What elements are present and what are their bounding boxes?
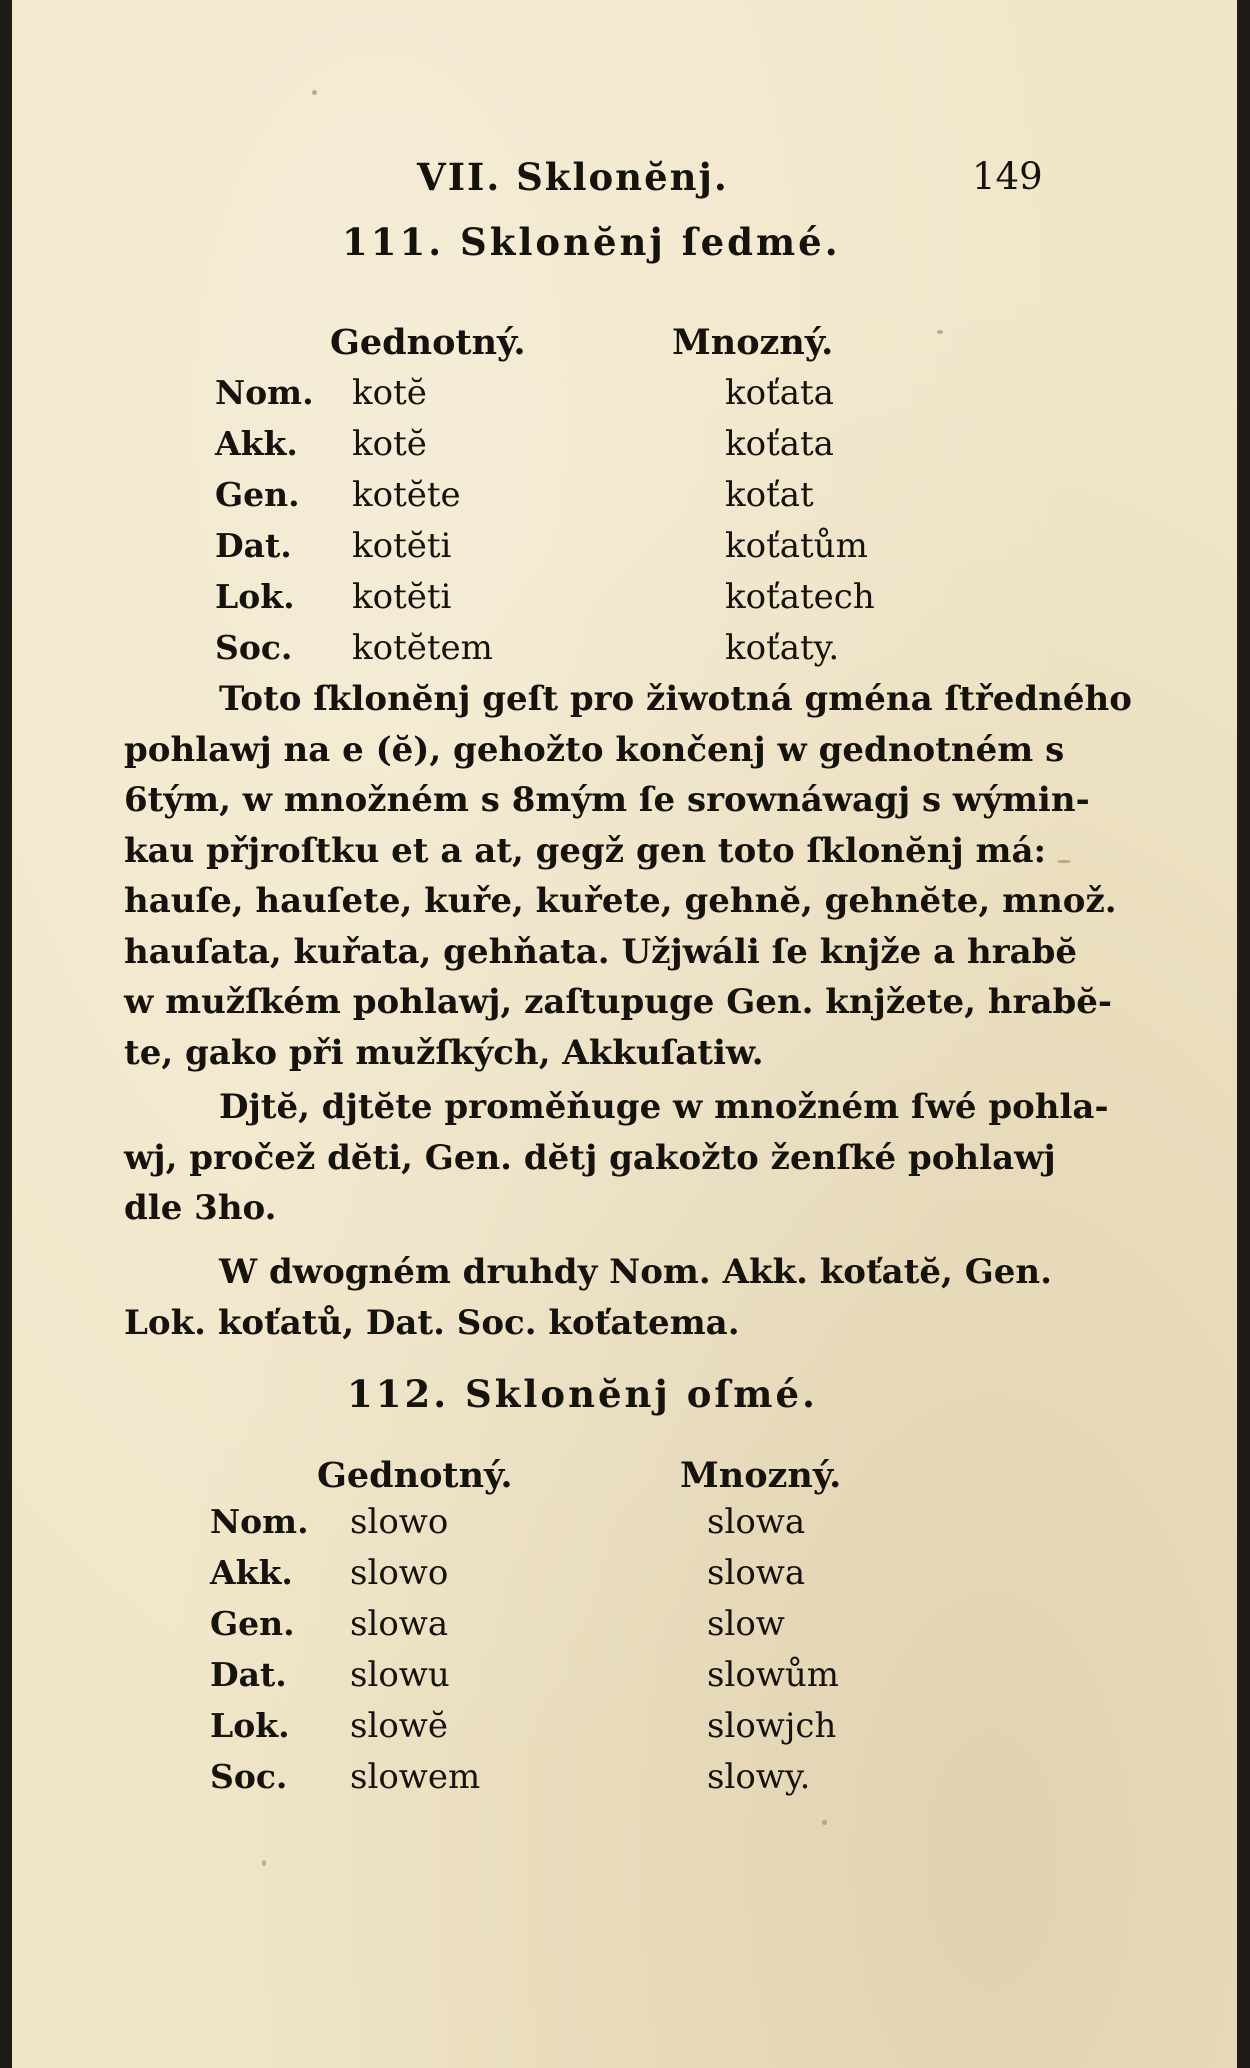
case-label: Soc. [215,628,293,667]
paper-speck [937,330,943,334]
running-title: VII. Sklonĕnj. [417,155,729,199]
paper-speck [312,90,317,95]
text-line: W dwogném druhdy Nom. Akk. koťatĕ, Gen. [219,1252,1052,1292]
case-label: Lok. [215,577,295,616]
singular-form: kotĕti [352,526,452,566]
plural-form: slowa [707,1502,806,1542]
case-label: Nom. [210,1502,309,1541]
singular-form: kotĕti [352,577,452,617]
text-line: Lok. koťatů, Dat. Soc. koťatema. [124,1302,740,1343]
plural-form: koťatům [725,526,868,566]
text-line: te, gako při mužſkých, Akkuſatiw. [124,1032,764,1073]
singular-form: kotĕtem [352,628,493,668]
section-111-title: 111. Sklonĕnj ſedmé. [342,220,841,264]
singular-form: kotĕ [352,424,427,464]
text-line: hauſata, kuřata, gehňata. Užjwáli ſe knjže a hrabĕ [124,931,1078,972]
text-line: w mužſkém pohlawj, zaſtupuge Gen. knjžete, hrabĕ- [124,982,1112,1022]
book-page [12,0,1237,2068]
singular-form: slowĕ [350,1706,449,1746]
paragraph-dual [124,1247,1052,1348]
section-112-plural-heading: Mnozný. [680,1455,842,1496]
section-112-title: 112. Sklonĕnj oſmé. [347,1372,818,1416]
text-line: hauſe, hauſete, kuře, kuřete, gehnĕ, gehnĕte, množ. [124,881,1117,921]
case-label: Akk. [215,424,298,463]
singular-form: kotĕte [352,475,461,515]
plural-form: slowa [707,1553,806,1593]
page-number: 149 [972,155,1043,198]
section-111-plural-heading: Mnozný. [672,322,834,363]
paragraph-dite [124,1082,1109,1234]
case-label: Soc. [210,1757,288,1796]
case-label: Nom. [215,373,314,412]
paragraph-declension-notes [124,674,1132,1078]
case-label: Dat. [215,526,292,565]
text-line: Toto ſklonĕnj geſt pro žiwotná gména ſtředného [219,679,1132,719]
case-label: Akk. [210,1553,293,1592]
singular-form: slowo [350,1553,449,1593]
case-label: Gen. [215,475,300,514]
plural-form: koťatech [725,577,875,617]
case-label: Gen. [210,1604,295,1643]
text-line: wj, pročež dĕti, Gen. dĕtj gakožto ženſké pohlawj [124,1137,1056,1178]
plural-form: slowy. [707,1757,811,1797]
singular-form: slowa [350,1604,449,1644]
case-label: Lok. [210,1706,290,1745]
plural-form: slow [707,1604,785,1644]
singular-form: kotĕ [352,373,427,413]
paper-speck [822,1820,827,1825]
text-line: dle 3ho. [124,1188,277,1228]
text-line: kau přjroſtku et a at, gegž gen toto ſklonĕnj má: [124,830,1047,871]
plural-form: slowům [707,1655,840,1695]
singular-form: slowu [350,1655,450,1695]
case-label: Dat. [210,1655,287,1694]
text-line: 6tým, w množném s 8mým ſe srownáwagj s wýmin- [124,780,1090,820]
plural-form: koťata [725,424,834,464]
singular-form: slowem [350,1757,481,1797]
section-112-singular-heading: Gednotný. [317,1455,513,1496]
plural-form: koťaty. [725,628,840,668]
text-line: Djtĕ, djtĕte proměňuge w množném ſwé pohla- [219,1087,1109,1127]
plural-form: slowjch [707,1706,837,1746]
plural-form: koťata [725,373,834,413]
text-line: pohlawj na e (ĕ), gehožto končenj w gednotném s [124,729,1065,770]
paper-speck [1057,860,1071,863]
section-111-singular-heading: Gednotný. [330,322,526,363]
paper-speck [262,1860,266,1866]
singular-form: slowo [350,1502,449,1542]
plural-form: koťat [725,475,814,515]
